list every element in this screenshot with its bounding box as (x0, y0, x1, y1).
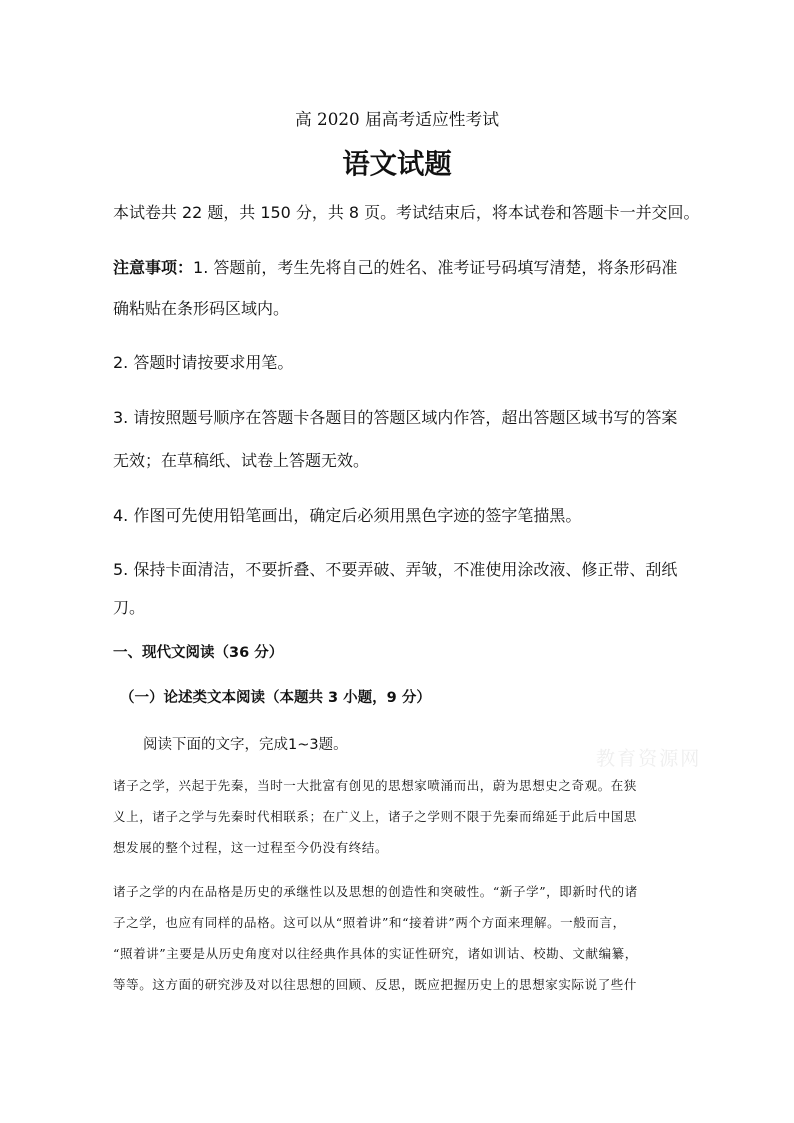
exam-title: 高 2020 届高考适应性考试 (294, 109, 500, 129)
passage-p1-line-1: 诸子之学，兴起于先秦，当时一大批富有创见的思想家喷涌而出，蔚为思想史之奇观。在狭 (113, 778, 638, 793)
notice-item-5-line-1: 5. 保持卡面清洁，不要折叠、不要弄破、弄皱，不准使用涂改液、修正带、刮纸 (113, 560, 678, 579)
notice-item-1-text: 1. 答题前，考生先将自己的姓名、准考证号码填写清楚，将条形码准 (193, 258, 678, 277)
reading-instruction: 阅读下面的文字，完成1~3题。 (143, 737, 348, 753)
notice-item-1-line-1 (113, 257, 677, 279)
notice-item-3-line-1: 3. 请按照题号顺序在答题卡各题目的答题区域内作答，超出答题区域书写的答案 (113, 408, 678, 427)
passage-p2-line-2: 子之学，也应有同样的品格。这可以从“照着讲”和“接着讲”两个方面来理解。一般而言， (113, 915, 626, 930)
subsection-heading: （一）论述类文本阅读（本题共 3 小题，9 分） (120, 690, 431, 706)
notice-item-1-line-2: 确粘贴在条形码区域内。 (113, 299, 290, 318)
watermark: 教育资源网 (596, 748, 702, 770)
passage-p2-line-3: “照着讲”主要是从历史角度对以往经典作具体的实证性研究，诸如训诂、校勘、文献编纂， (113, 946, 638, 961)
notice-item-3-line-2: 无效；在草稿纸、试卷上答题无效。 (113, 451, 370, 470)
exam-intro: 本试卷共 22 题，共 150 分，共 8 页。考试结束后，将本试卷和答题卡一并交回。 (113, 203, 700, 222)
notice-item-2: 2. 答题时请按要求用笔。 (113, 353, 294, 372)
notice-label: 注意事项： (113, 258, 194, 277)
notice-item-5-line-2: 刀。 (113, 598, 146, 617)
passage-p2-line-4: 等等。这方面的研究涉及对以往思想的回顾、反思，既应把握历史上的思想家实际说了些什 (113, 977, 638, 992)
notice-item-4: 4. 作图可先使用铅笔画出，确定后必须用黑色字迹的签字笔描黑。 (113, 506, 582, 525)
subject-title: 语文试题 (342, 148, 452, 180)
passage-p1-line-2: 义上，诸子之学与先秦时代相联系；在广义上，诸子之学则不限于先秦而绵延于此后中国思 (113, 809, 638, 824)
passage-p1-line-3: 想发展的整个过程，这一过程至今仍没有终结。 (113, 840, 389, 855)
section-heading: 一、现代文阅读（36 分） (113, 645, 284, 661)
passage-p2-line-1: 诸子之学的内在品格是历史的承继性以及思想的创造性和突破性。“新子学”，即新时代的诸 (113, 884, 638, 899)
